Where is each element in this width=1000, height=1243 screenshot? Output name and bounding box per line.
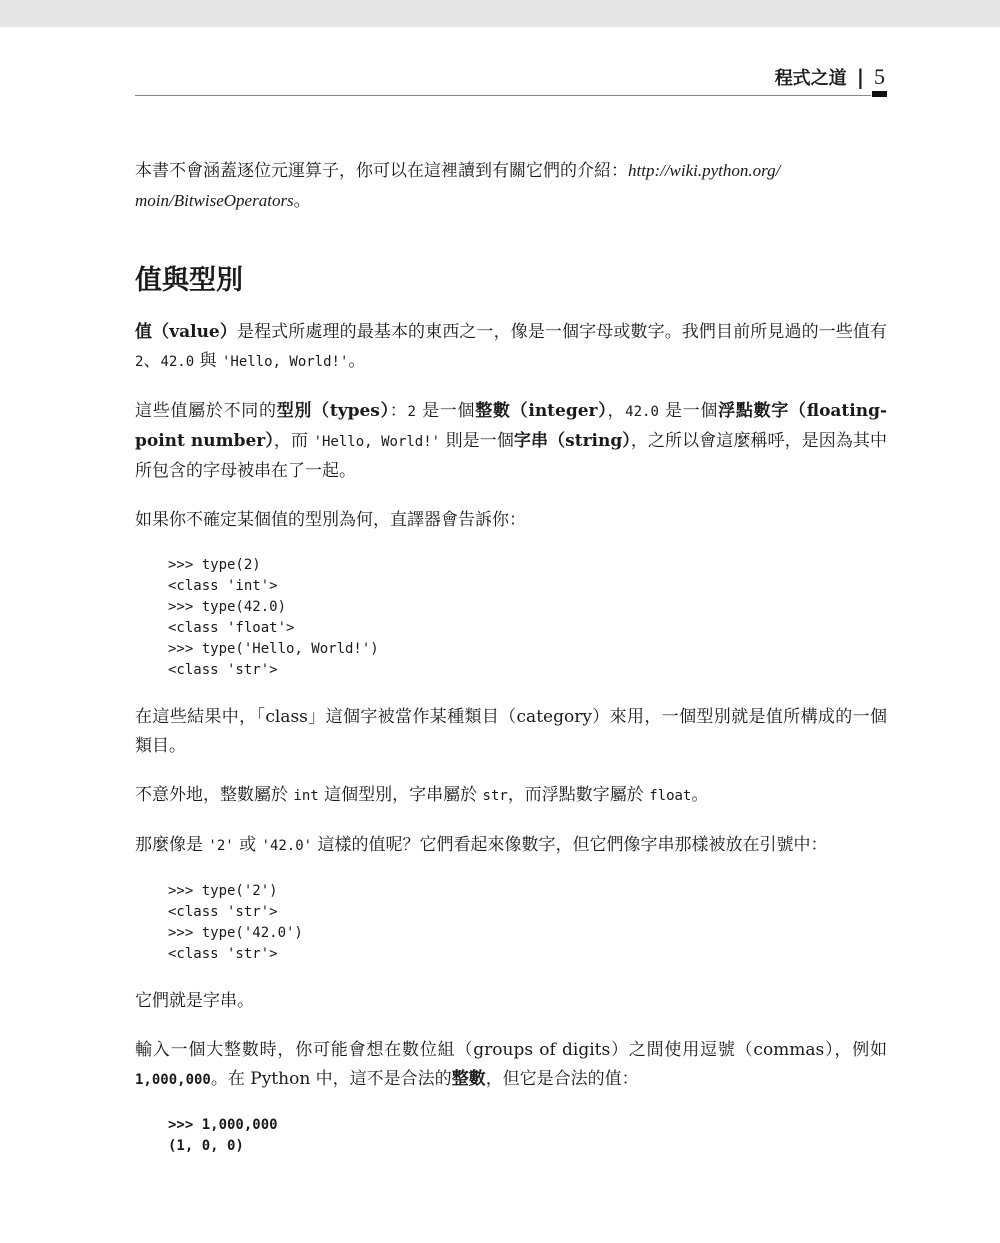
code-line: <class 'str'> xyxy=(168,946,278,962)
text: ，之所以會這麼稱呼，是因為其中所包含的字母被串在了一起。 xyxy=(135,431,888,481)
term-floating-point: 浮點數字（floating-point number） xyxy=(135,401,888,451)
section-heading: 值與型別 xyxy=(135,265,243,296)
header-corner-mark xyxy=(872,91,887,97)
types-paragraph xyxy=(135,397,887,486)
text: ，而浮點數字屬於 xyxy=(507,785,650,805)
term-integer: 整數（integer） xyxy=(475,401,608,421)
intro-text: 本書不會涵蓋逐位元運算子，你可以在這裡讀到有關它們的介紹： xyxy=(135,161,628,181)
value-paragraph xyxy=(135,318,887,377)
page-number: 5 xyxy=(874,64,885,89)
inline-code: str xyxy=(482,788,508,804)
page-body xyxy=(135,156,887,1179)
inline-code: 'Hello, World!' xyxy=(313,434,441,450)
code-block-quoted xyxy=(168,881,887,965)
text: 不意外地，整數屬於 xyxy=(135,785,294,805)
inline-code: int xyxy=(293,788,319,804)
code-block-types xyxy=(168,555,887,681)
class-paragraph: 在這些結果中，「class」這個字被當作某種類目（category）來用，一個型別就是值所構成的一個類目。 xyxy=(135,707,887,756)
header-separator: | xyxy=(856,65,864,89)
text: 、 xyxy=(143,351,161,371)
text: 是程式所處理的最基本的東西之一，像是一個字母或數字。我們目前所見過的一些值有 xyxy=(236,322,887,342)
inline-code: 2 xyxy=(135,354,144,370)
code-line: <class 'float'> xyxy=(168,620,295,636)
commas-paragraph xyxy=(135,1036,887,1095)
chapter-title: 程式之道 xyxy=(774,68,847,89)
inline-code: '42.0' xyxy=(261,838,313,854)
code-line: >>> 1,000,000 xyxy=(168,1117,278,1133)
interpreter-paragraph: 如果你不確定某個值的型別為何，直譯器會告訴你： xyxy=(135,510,526,530)
top-gray-band xyxy=(0,0,1000,27)
inline-code: 42.0 xyxy=(160,354,195,370)
int-str-float-paragraph xyxy=(135,781,887,811)
quoted-numbers-paragraph xyxy=(135,831,887,861)
text: 或 xyxy=(233,835,262,855)
text: 輸入一個大整數時，你可能會想在數位組（groups of digits）之間使用逗號（commas），例如 xyxy=(135,1040,887,1060)
intro-end: 。 xyxy=(293,191,311,211)
text: 則是一個 xyxy=(440,431,514,451)
code-line: >>> type(42.0) xyxy=(168,599,287,615)
text: 這個型別，字串屬於 xyxy=(318,785,483,805)
text: ： xyxy=(389,401,408,421)
code-line: >>> type(2) xyxy=(168,557,261,573)
strings-paragraph: 它們就是字串。 xyxy=(135,991,254,1011)
running-header xyxy=(775,64,885,90)
text: 這些值屬於不同的 xyxy=(135,401,277,421)
term-value: 值（value） xyxy=(135,322,237,342)
code-line: >>> type('42.0') xyxy=(168,925,303,941)
url-part-1: http://wiki.python.org/ xyxy=(628,161,781,180)
code-line: <class 'str'> xyxy=(168,662,278,678)
intro-paragraph xyxy=(135,156,887,216)
header-rule xyxy=(135,95,871,96)
text: 。 xyxy=(348,351,366,371)
term-integer-2: 整數 xyxy=(451,1069,486,1089)
code-line: <class 'int'> xyxy=(168,578,278,594)
text: 。 xyxy=(691,785,709,805)
text: ，而 xyxy=(273,431,314,451)
url-part-2: moin/BitwiseOperators xyxy=(135,191,294,210)
term-string: 字串（string） xyxy=(513,431,631,451)
code-block-commas xyxy=(168,1115,887,1157)
inline-code: 2 xyxy=(407,404,416,420)
inline-code-bold: 1,000,000 xyxy=(135,1072,211,1088)
inline-code: float xyxy=(649,788,692,804)
text: 是一個 xyxy=(415,401,476,421)
text: 那麼像是 xyxy=(135,835,209,855)
code-line: >>> type('2') xyxy=(168,883,278,899)
inline-code: 'Hello, World!' xyxy=(221,354,349,370)
text: 與 xyxy=(194,351,222,371)
code-line: <class 'str'> xyxy=(168,904,278,920)
text: ， xyxy=(607,401,626,421)
code-line: >>> type('Hello, World!') xyxy=(168,641,379,657)
term-types: 型別（types） xyxy=(276,401,390,421)
text: 這樣的值呢？它們看起來像數字，但它們像字串那樣被放在引號中： xyxy=(312,835,828,855)
text: 。在 Python 中，這不是合法的 xyxy=(210,1069,452,1089)
inline-code: '2' xyxy=(208,838,234,854)
text: ，但它是合法的值： xyxy=(485,1069,639,1089)
text: 是一個 xyxy=(658,401,719,421)
inline-code: 42.0 xyxy=(625,404,659,420)
code-line: (1, 0, 0) xyxy=(168,1138,244,1154)
